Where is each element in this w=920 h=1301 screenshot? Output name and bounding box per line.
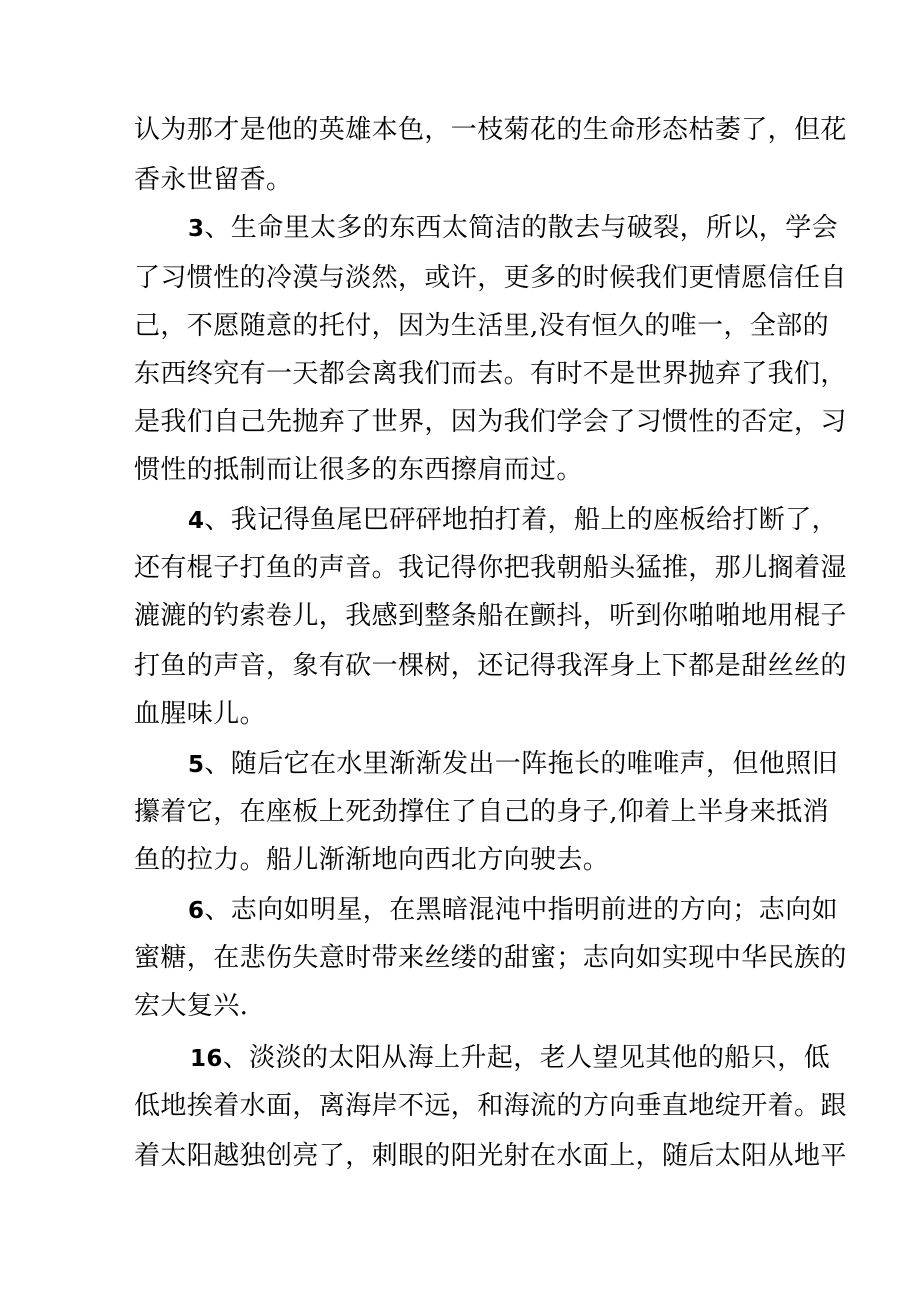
- text-line: 打鱼的声音，象有砍一棵树，还记得我浑身上下都是甜丝丝的: [134, 651, 847, 681]
- text-line: 攥着它，在座板上死劲撑住了自己的身子,仰着上半身来抵消: [134, 797, 830, 827]
- text-line: 还有棍子打鱼的声音。我记得你把我朝船头猛推，那儿搁着湿: [134, 553, 847, 583]
- paragraph-text: 、我记得鱼尾巴砰砰地拍打着，船上的座板给打断了，: [204, 505, 839, 535]
- text-line: 血腥味儿。: [134, 699, 267, 729]
- text-line: 认为那才是他的英雄本色，一枝菊花的生命形态枯萎了，但花: [134, 115, 847, 145]
- paragraph-first-line: [188, 748, 838, 780]
- text-line: 漉漉的钓索卷儿，我感到整条船在颤抖，听到你啪啪地用棍子: [134, 601, 847, 631]
- paragraph-number: 6: [188, 898, 205, 924]
- text-line: 蜜糖，在悲伤失意时带来丝缕的甜蜜；志向如实现中华民族的: [134, 943, 847, 973]
- paragraph-text: 、生命里太多的东西太简洁的散去与破裂，所以，学会: [204, 213, 839, 243]
- text-line: 东西终究有一天都会离我们而去。有时不是世界抛弃了我们，: [134, 359, 847, 389]
- paragraph-number: 4: [188, 508, 205, 534]
- text-line: 是我们自己先抛弃了世界，因为我们学会了习惯性的否定，习: [134, 407, 847, 437]
- paragraph-first-line: [188, 504, 838, 536]
- text-line: 香永世留香。: [134, 165, 293, 195]
- paragraph-first-line: [188, 894, 838, 926]
- text-line: 鱼的拉力。船儿渐渐地向西北方向驶去。: [134, 845, 610, 875]
- paragraph-number: 16: [190, 1046, 223, 1072]
- text-line: 了习惯性的冷漠与淡然，或许，更多的时候我们更情愿信任自: [134, 263, 847, 293]
- text-line: 宏大复兴.: [134, 991, 249, 1021]
- paragraph-number: 5: [188, 752, 205, 778]
- paragraph-text: 、随后它在水里渐渐发出一阵拖长的唯唯声，但他照旧: [204, 749, 839, 779]
- text-line: 低地挨着水面，离海岸不远，和海流的方向垂直地绽开着。跟: [134, 1091, 847, 1121]
- text-line: 着太阳越独创亮了，刺眼的阳光射在水面上，随后太阳从地平: [134, 1141, 847, 1171]
- text-line: 己，不愿随意的托付，因为生活里,没有恒久的唯一，全部的: [134, 311, 830, 341]
- paragraph-first-line: [188, 212, 838, 244]
- paragraph-text: 、志向如明星，在黑暗混沌中指明前进的方向；志向如: [204, 895, 839, 925]
- text-line: 惯性的抵制而让很多的东西擦肩而过。: [134, 455, 583, 485]
- paragraph-number: 3: [188, 216, 205, 242]
- paragraph-first-line: [190, 1042, 830, 1074]
- paragraph-text: 、淡淡的太阳从海上升起，老人望见其他的船只，低: [222, 1043, 831, 1073]
